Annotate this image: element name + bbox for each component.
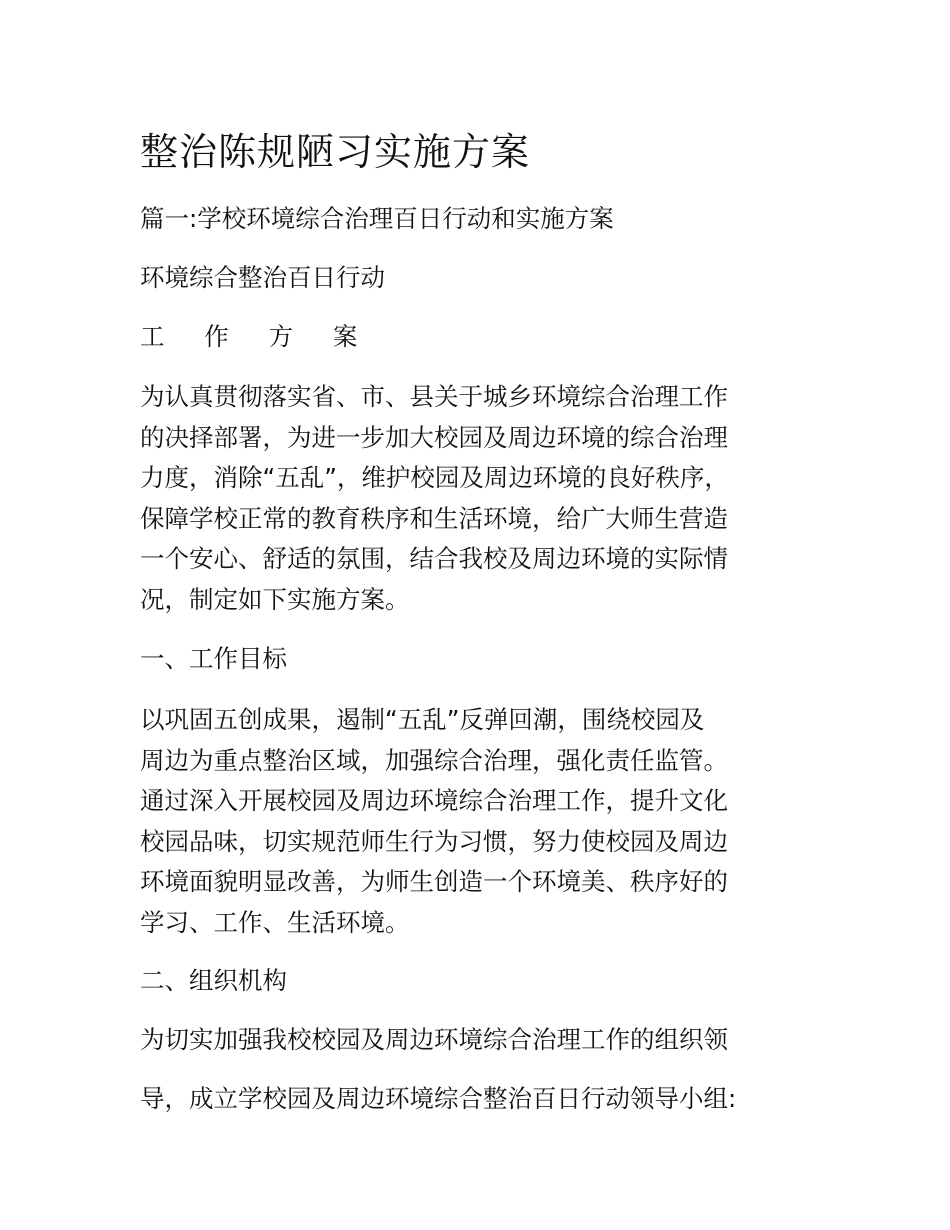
section-2-line-2: 导，成立学校园及周边环境综合整治百日行动领导小组: <box>140 1084 737 1113</box>
section-1-heading: 一、工作目标 <box>140 644 287 673</box>
heading-line-2: 工 作 方 案 <box>140 322 374 351</box>
document-subtitle: 篇一:学校环境综合治理百日行动和实施方案 <box>140 204 614 233</box>
paragraph-line: 周边为重点整治区域，加强综合治理，强化责任监管。 <box>140 745 728 775</box>
intro-paragraph <box>140 377 729 620</box>
paragraph-line: 校园品味，切实规范师生行为习惯，努力使校园及周边 <box>140 826 728 856</box>
paragraph-line: 力度，消除“五乱”，维护校园及周边环境的良好秩序， <box>140 463 729 492</box>
section-2-line-1: 为切实加强我校校园及周边环境综合治理工作的组织领 <box>140 1025 728 1054</box>
section-2-heading: 二、组织机构 <box>140 966 287 995</box>
paragraph-line: 环境面貌明显改善，为师生创造一个环境美、秩序好的 <box>140 867 728 896</box>
document-title: 整治陈规陋习实施方案 <box>140 130 531 174</box>
paragraph-line: 通过深入开展校园及周边环境综合治理工作，提升文化 <box>140 786 728 815</box>
paragraph-line: 为认真贯彻落实省、市、县关于城乡环境综合治理工作 <box>140 382 728 411</box>
paragraph-line: 学习、工作、生活环境。 <box>140 907 410 937</box>
paragraph-line: 以巩固五创成果，遏制“五乱”反弹回潮，围绕校园及 <box>140 705 705 734</box>
paragraph-line: 保障学校正常的教育秩序和生活环境，给广大师生营造 <box>140 503 728 533</box>
section-1-paragraph <box>140 700 728 943</box>
heading-line-1: 环境综合整治百日行动 <box>140 263 385 292</box>
paragraph-line: 的决择部署，为进一步加大校园及周边环境的综合治理 <box>140 422 728 452</box>
paragraph-line: 一个安心、舒适的氛围，结合我校及周边环境的实际情 <box>140 544 728 573</box>
paragraph-line: 况，制定如下实施方案。 <box>140 584 410 614</box>
